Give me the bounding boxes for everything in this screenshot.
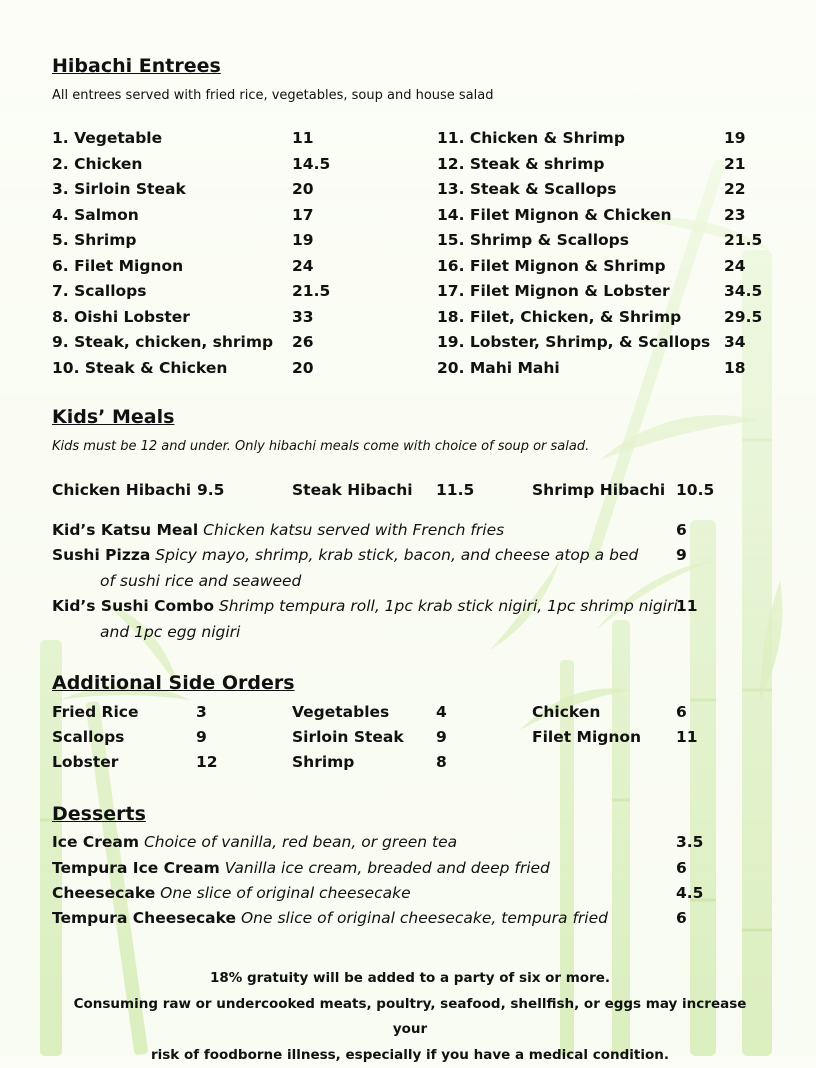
hibachi-entrees-note: All entrees served with fried rice, vegetables, soup and house salad	[52, 88, 493, 103]
item-name: Tempura Cheesecake	[52, 909, 236, 927]
menu-item	[292, 481, 413, 499]
item-price: 8	[436, 753, 447, 771]
item-description: Shrimp tempura roll, 1pc krab stick nigiri, 1pc shrimp nigiri	[219, 597, 678, 615]
item-name: 16. Filet Mignon & Shrimp	[437, 257, 666, 275]
item-name: 19. Lobster, Shrimp, & Scallops	[437, 333, 710, 351]
item-name: Cheesecake	[52, 884, 155, 902]
menu-item	[437, 359, 777, 381]
menu-item	[437, 333, 777, 355]
menu-item	[532, 728, 641, 750]
item-price: 24	[724, 257, 746, 275]
item-price: 6	[676, 856, 687, 882]
item-name: Sirloin Steak	[292, 728, 404, 746]
item-price: 34	[724, 333, 746, 351]
menu-item	[52, 231, 382, 253]
item-description: Vanilla ice cream, breaded and deep fried	[225, 859, 550, 877]
item-name: 5. Shrimp	[52, 231, 136, 249]
item-price: 33	[292, 308, 314, 326]
item-name: Fried Rice	[52, 703, 139, 721]
item-description: Chicken katsu served with French fries	[203, 521, 504, 539]
menu-item	[437, 257, 777, 279]
item-name: Steak Hibachi	[292, 481, 413, 499]
menu-item	[52, 359, 382, 381]
item-name: Vegetables	[292, 703, 389, 721]
item-price: 17	[292, 206, 314, 224]
item-name: Ice Cream	[52, 833, 139, 851]
item-description: One slice of original cheesecake	[160, 884, 410, 902]
menu-item	[437, 155, 777, 177]
item-name: 13. Steak & Scallops	[437, 180, 616, 198]
item-name: Lobster	[52, 753, 118, 771]
item-price: 9.5	[197, 481, 224, 499]
item-name: Chicken Hibachi	[52, 481, 191, 499]
menu-footer	[60, 966, 760, 1068]
item-name: 8. Oishi Lobster	[52, 308, 190, 326]
menu-item	[52, 856, 752, 882]
item-name: 1. Vegetable	[52, 129, 162, 147]
item-price: 9	[436, 728, 447, 746]
item-description: Choice of vanilla, red bean, or green tea	[144, 833, 457, 851]
item-price: 11	[292, 129, 314, 147]
item-price: 9	[196, 728, 207, 746]
menu-item	[52, 282, 382, 304]
hibachi-entrees-list	[52, 129, 772, 389]
item-name: 9. Steak, chicken, shrimp	[52, 333, 273, 351]
item-name: 2. Chicken	[52, 155, 142, 173]
item-price: 11	[676, 728, 698, 746]
menu-item	[437, 282, 777, 304]
item-price: 14.5	[292, 155, 330, 173]
item-price: 19	[292, 231, 314, 249]
menu-item	[52, 257, 382, 279]
menu-item	[437, 206, 777, 228]
item-price: 20	[292, 180, 314, 198]
side-orders-title: Additional Side Orders	[52, 672, 295, 694]
menu-item	[52, 830, 752, 856]
item-name: 18. Filet, Chicken, & Shrimp	[437, 308, 681, 326]
item-description: One slice of original cheesecake, tempura fried	[241, 909, 608, 927]
item-name: 4. Salmon	[52, 206, 139, 224]
health-warning-line-2: risk of foodborne illness, especially if you have a medical condition.	[60, 1043, 760, 1068]
item-name: 12. Steak & shrimp	[437, 155, 604, 173]
item-price: 12	[196, 753, 218, 771]
item-price: 10.5	[676, 481, 714, 499]
menu-item	[437, 308, 777, 330]
kids-meals-title: Kids’ Meals	[52, 406, 174, 428]
menu-item	[292, 728, 404, 750]
kids-hibachi-row	[52, 481, 752, 503]
item-name: 15. Shrimp & Scallops	[437, 231, 629, 249]
item-name: 14. Filet Mignon & Chicken	[437, 206, 672, 224]
health-warning-line-1: Consuming raw or undercooked meats, poultry, seafood, shellfish, or eggs may increase your	[60, 992, 760, 1043]
item-name: 7. Scallops	[52, 282, 146, 300]
item-price: 21.5	[724, 231, 762, 249]
item-price: 9	[676, 543, 687, 569]
item-price: 34.5	[724, 282, 762, 300]
item-price: 21	[724, 155, 746, 173]
item-name: Chicken	[532, 703, 600, 721]
kids-meals-note: Kids must be 12 and under. Only hibachi meals come with choice of soup or salad.	[52, 439, 589, 454]
menu-item	[52, 703, 139, 725]
menu-item	[52, 333, 382, 355]
item-price: 4.5	[676, 881, 703, 907]
menu-item	[52, 753, 118, 775]
item-price: 18	[724, 359, 746, 377]
item-price: 26	[292, 333, 314, 351]
item-price: 3.5	[676, 830, 703, 856]
menu-item	[437, 129, 777, 151]
item-price: 11	[676, 594, 698, 620]
item-name: Shrimp	[292, 753, 354, 771]
item-name: 10. Steak & Chicken	[52, 359, 227, 377]
menu-item	[52, 180, 382, 202]
gratuity-notice: 18% gratuity will be added to a party of six or more.	[60, 966, 760, 992]
menu-item	[52, 881, 752, 907]
item-name: 3. Sirloin Steak	[52, 180, 186, 198]
item-name: 17. Filet Mignon & Lobster	[437, 282, 670, 300]
menu-item	[52, 308, 382, 330]
item-name: Sushi Pizza	[52, 546, 150, 564]
item-price: 11.5	[436, 481, 474, 499]
item-price: 29.5	[724, 308, 762, 326]
menu-item	[292, 753, 354, 775]
item-name: Kid’s Sushi Combo	[52, 597, 214, 615]
item-name: Scallops	[52, 728, 124, 746]
menu-item	[52, 206, 382, 228]
item-name: 11. Chicken & Shrimp	[437, 129, 625, 147]
item-name: Tempura Ice Cream	[52, 859, 220, 877]
menu-item	[52, 518, 752, 544]
menu-item	[437, 180, 777, 202]
menu-item	[52, 543, 752, 594]
item-name: Filet Mignon	[532, 728, 641, 746]
menu-item	[52, 155, 382, 177]
menu-item	[52, 129, 382, 151]
menu-item	[52, 728, 124, 750]
item-price: 4	[436, 703, 447, 721]
desserts-title: Desserts	[52, 803, 146, 825]
item-price: 23	[724, 206, 746, 224]
side-orders-list	[52, 703, 752, 783]
item-description-continued: and 1pc egg nigiri	[52, 620, 752, 646]
item-name: 20. Mahi Mahi	[437, 359, 560, 377]
item-name: Shrimp Hibachi	[532, 481, 665, 499]
item-price: 19	[724, 129, 746, 147]
menu-item	[532, 703, 600, 725]
menu-item	[532, 481, 665, 499]
item-price: 20	[292, 359, 314, 377]
item-price: 6	[676, 703, 687, 721]
item-price: 6	[676, 518, 687, 544]
menu-item	[52, 594, 752, 645]
item-price: 3	[196, 703, 207, 721]
item-price: 21.5	[292, 282, 330, 300]
item-name: 6. Filet Mignon	[52, 257, 183, 275]
item-price: 6	[676, 906, 687, 932]
menu-item	[292, 703, 389, 725]
item-price: 22	[724, 180, 746, 198]
item-price: 24	[292, 257, 314, 275]
hibachi-entrees-title: Hibachi Entrees	[52, 55, 221, 77]
item-description-continued: of sushi rice and seaweed	[52, 569, 752, 595]
item-description: Spicy mayo, shrimp, krab stick, bacon, and cheese atop a bed	[155, 546, 638, 564]
item-name: Kid’s Katsu Meal	[52, 521, 198, 539]
menu-item	[437, 231, 777, 253]
menu-item	[52, 481, 191, 499]
menu-item	[52, 906, 752, 932]
